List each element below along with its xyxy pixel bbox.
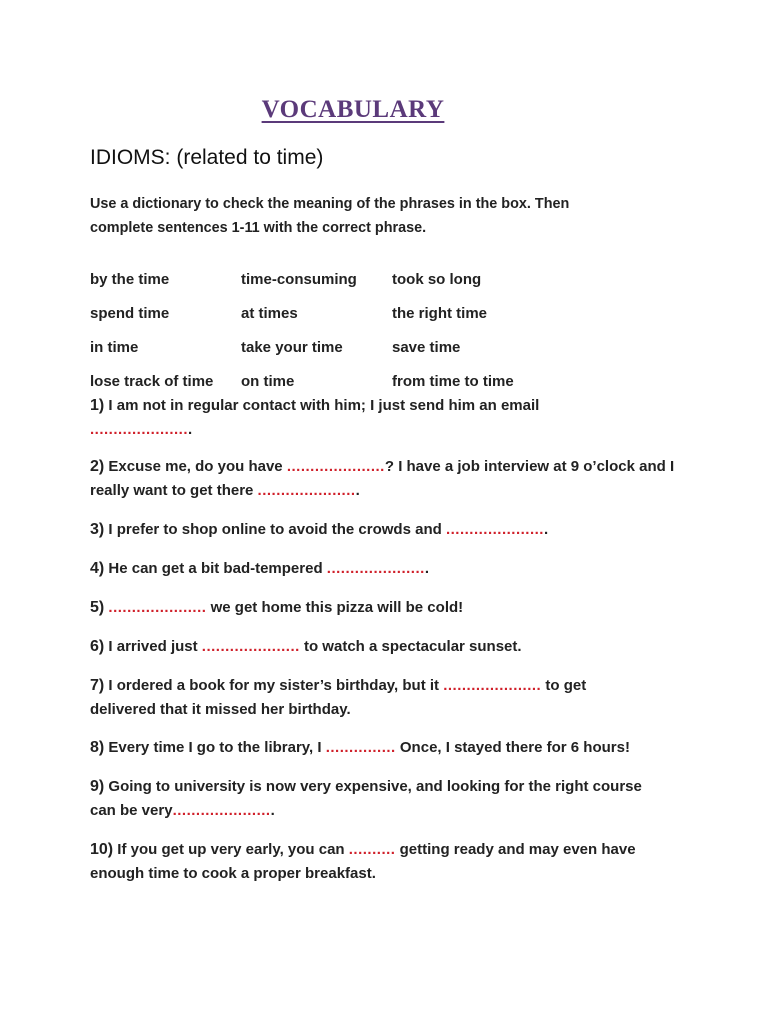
answer-blank[interactable]: ..................... [90, 421, 189, 438]
question-text: to watch a spectacular sunset. [303, 638, 522, 655]
question-number: 2) [90, 458, 105, 475]
answer-blank[interactable]: ..................... [326, 560, 425, 577]
answer-blank[interactable]: ..................... [172, 802, 271, 819]
question-number: 6) [90, 638, 105, 655]
instructions-text: Use a dictionary to check the meaning of the phrases in the box. Then complete sentences 1-11 with the correct phrase. [90, 195, 570, 236]
question-number: 5) [90, 599, 105, 616]
phrase: the right time [392, 304, 488, 322]
answer-blank[interactable]: ..................... [445, 521, 544, 538]
question-text: I prefer to shop online to avoid the crowds and [108, 521, 442, 538]
phrase-row [90, 364, 543, 398]
question-text: I am not in regular contact with him; I just send him an email [108, 397, 540, 414]
phrase-box [90, 262, 543, 398]
question-5 [90, 596, 680, 620]
question-1 [90, 394, 540, 442]
phrase-row [90, 262, 543, 296]
question-number: 7) [90, 677, 105, 694]
question-8 [90, 736, 690, 760]
phrase: took so long [392, 270, 482, 288]
page-title: VOCABULARY [261, 96, 445, 123]
question-9 [90, 775, 670, 823]
question-number: 8) [90, 739, 105, 756]
question-text: we get home this pizza will be cold! [210, 599, 464, 616]
phrase: at times [241, 304, 298, 322]
question-text: I ordered a book for my sister’s birthday, but it [108, 677, 440, 694]
answer-blank[interactable]: ..................... [201, 638, 300, 655]
question-number: 1) [90, 397, 105, 414]
phrase: from time to time [392, 372, 514, 390]
question-6 [90, 635, 680, 659]
question-text: ? I have a job interview at 9 o’clock and I really want to get there [90, 458, 675, 499]
phrase: save time [392, 338, 461, 356]
question-text: I arrived just [108, 638, 198, 655]
question-number: 9) [90, 778, 105, 795]
question-text: . [355, 482, 360, 499]
answer-blank[interactable]: ..................... [286, 458, 385, 475]
phrase: lose track of time [90, 372, 214, 390]
phrase-row [90, 296, 543, 330]
question-text: . [270, 802, 275, 819]
question-2 [90, 455, 680, 503]
phrase: take your time [241, 338, 343, 356]
question-text: If you get up very early, you can [117, 841, 345, 858]
question-number: 4) [90, 560, 105, 577]
question-3 [90, 518, 680, 542]
question-text: . [424, 560, 429, 577]
question-text: . [543, 521, 549, 538]
phrase: spend time [90, 304, 170, 322]
question-7 [90, 674, 630, 722]
answer-blank[interactable]: ..................... [443, 677, 542, 694]
question-text: . [188, 421, 193, 438]
phrase: in time [90, 338, 139, 356]
answer-blank[interactable]: ............... [325, 739, 396, 756]
question-text: getting ready and may even have enough time to cook a proper breakfast. [90, 841, 636, 882]
answer-blank[interactable]: ..................... [257, 482, 356, 499]
question-text: Excuse me, do you have [108, 458, 283, 475]
question-number: 3) [90, 521, 105, 538]
phrase: on time [241, 372, 295, 390]
question-text: Once, I stayed there for 6 hours! [399, 739, 630, 756]
question-text: Every time I go to the library, I [108, 739, 322, 756]
question-4 [90, 557, 680, 581]
question-text: Going to university is now very expensive, and looking for the right course can be very [90, 778, 642, 819]
section-subtitle: IDIOMS: (related to time) [90, 146, 324, 169]
question-text: He can get a bit bad-tempered [108, 560, 323, 577]
answer-blank[interactable]: .......... [348, 841, 396, 858]
answer-blank[interactable]: ..................... [108, 599, 207, 616]
question-text: to get delivered that it missed her birthday. [90, 677, 587, 718]
question-10 [90, 838, 670, 886]
question-number: 10) [90, 841, 114, 858]
phrase: time-consuming [241, 270, 357, 288]
phrase: by the time [90, 270, 170, 288]
phrase-row [90, 330, 543, 364]
